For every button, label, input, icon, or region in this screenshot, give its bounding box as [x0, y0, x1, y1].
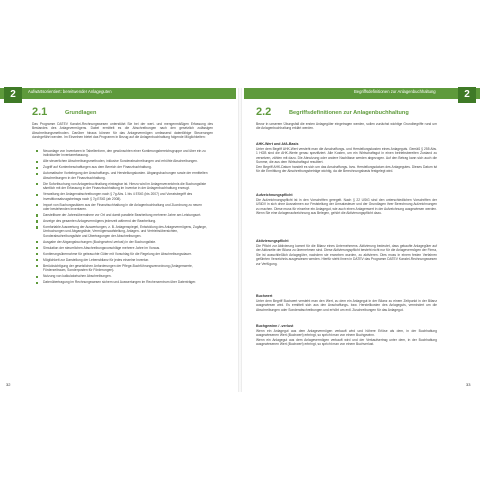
bullet-text: Anzeige des gesamten Anlagevermögens jederzeit während der Bearbeitung.: [43, 219, 157, 224]
bullet-text: Kontierungsübernahme für gebrauchte Güter mit Vorschlag für die Regelung der Abschreibungsdauer.: [43, 251, 192, 256]
block-heading: AHK-Wert und AfA-Basis: [256, 142, 299, 146]
left-page-number: 32: [6, 382, 11, 387]
right-header-band: [244, 88, 480, 99]
bullet-text: Verwaltung der Anlagenabschreibungen nach § 7g Abs. 1 bis 4 EStG (bis 2007) und Vorratsbegriff des Investitionsabzugsbetrags nach § 7g EStG (ab 2008).: [43, 192, 193, 201]
right-running-header: Begriffsdefinitionen zur Anlagenbuchhaltung: [354, 89, 436, 94]
bullet-square-icon: [36, 247, 38, 249]
right-page-number: 33: [466, 382, 471, 387]
bullet-item: [35, 258, 208, 262]
bullet-square-icon: [36, 204, 38, 206]
bullet-square-icon: [36, 167, 38, 169]
bullet-text: Neuanlage von Inventaren in Tabellenform, den gewünschten einer Kontierungsbereichsgruppe und über ein zu individueller Inventarerfassung.: [43, 149, 206, 158]
left-header-band: [0, 88, 236, 99]
block-text: Wenn ein Anlagegut aus dem Anlagevermögen verkauft wird und höhere Erlöse als dem, in der Buchhaltung ausgewiesenen Wert (Buchwert) erbringt, so spricht man von einem Buchgewinn. Wenn ein Anlagegut aus dem Anlagevermögen verkauft wird und der Verkaufsertrag unter dem, in der Buchhaltung ausgewiesenen Wert (Buchwert) erbringt, so spricht man von einem Buchverlust.: [256, 329, 437, 347]
bullet-item: [35, 264, 208, 273]
left-intro-paragraph: Das Programm DATEV Kanzlei-Rechnungswesen unterstützt Sie bei der wert- und mengenmäßigen Erfassung des Bestandes des Anlagevermögens. Dabei ermittelt es die Abschreibungen nach den gesetzlich zulässigen Abschreibungsmethoden. Darüber hinaus können für das Anlagevermögen umfassend datenfähige Steuerungen durchgeführt werden. Im Einzelnen bietet das Programm in Bezug auf die Anlagenbuchhaltung folgende Möglichkeiten:: [32, 122, 213, 140]
bullet-item: [35, 213, 208, 217]
bullet-square-icon: [36, 265, 38, 267]
right-section-number: 2.2: [256, 106, 272, 118]
bullet-text: Die Sofortbuchung von Anlagenbuchhaltung eintragbar ist. Hierzu wird im Anlagenverzeichnis die Buchungsliste sämtlich mit der Erfassung in der Finanzbuchhaltung im Inventar in der Anlagenbuchhaltung erzeugt.: [43, 181, 207, 191]
block-text: Unter dem Begriff AHK-Wert versteht man die Anschaffungs- und Herstellungskosten eines Anlageguts. Gemäß § 255 Abs. 1 HGB sind die AHK-Werte genau spezifiziert. Alle Kosten, um ein Wirtschaftsgut in einen betriebsbereiten Zustand zu versetzen, zählen mit dazu. Die Abnutzung oder andere Nachlässe werden abgezogen. Auf den Betrag kann sich auch die Summe, die aus dem Wirtschaftsgut resultiert. Den Begriff AHK-Datum handelt es sich um das Anschaffungs- bzw. Herstellungsdatum des Anlagegutes. Dieses Datum ist für die Ermittlung der Abschreibungsbeträge wichtig, da die Berechnungsbasis festgelegt wird.: [256, 147, 437, 174]
block-heading: Aktivierungspflicht: [256, 239, 289, 243]
bullet-item: [35, 274, 208, 278]
bullet-square-icon: [36, 241, 38, 243]
bullet-item: [35, 171, 208, 180]
block-heading: Aufzeichnungspflicht: [256, 193, 293, 197]
block-heading: Buchgewinn / -verlust: [256, 324, 294, 328]
bullet-item: [35, 225, 208, 238]
bullet-item: [35, 252, 208, 256]
bullet-item: [35, 192, 208, 201]
bullet-text: Simulation der steuerlichen Abschreibungsvorschläge mehrere Jahre im Voraus.: [43, 245, 161, 250]
bullet-text: Zugriff auf Kontenbeschaffungen aus dem Bereich der Finanzbuchhaltung.: [43, 165, 152, 170]
bullet-square-icon: [36, 194, 38, 196]
bullet-text: Import von Buchungssätzen aus der Finanzbuchhaltung in die Anlagenbuchhaltung und Zuordnung zu neuen oder bestehenden Inventaren.: [43, 202, 202, 212]
block-text: Die Pflicht zur Aktivierung kommt für die Bilanz eines Unternehmens. Aktivierung bedeutet, dass gekaufte Anlagegüter auf der Aktivseite der Bilanz zu übernehmen sind. Diese Aktivierungspflicht besteht nicht nur für die Anlagevermögen der Firma, Sie ist ausschließlich Anlagegüter, nachdem sie erworben wurden, zu aktivieren. Dies muss in einem festen Verfahren geführten Verzeichnis ausgewiesen werden. Hierfür steht Ihnen in DATEV das Programm DATEV Kanzlei-Rechnungswesen zur Verfügung.: [256, 244, 437, 266]
bullet-text: Automatische Vorbelegung der Anschaffungs- und Herstellungskosten. Abgangsbuchungen sowie der ermittelten Abschreibungen in der Finanzbuchhaltung.: [43, 171, 208, 180]
bullet-square-icon: [36, 150, 38, 152]
bullet-text: Berücksichtigung der gesetzlichen Anforderungen der Pflege-Buchführungsverordnung (Anlagenwerte, Förderzeitraum, Sonderposten für Förderungen).: [43, 263, 193, 273]
bullet-item: [35, 219, 208, 223]
bullet-square-icon: [36, 220, 38, 222]
bullet-item: [35, 280, 208, 284]
bullet-square-icon: [36, 226, 38, 228]
bullet-square-icon: [36, 173, 38, 175]
block-text: Unter dem Begriff Buchwert versteht man den Wert, zu dem ein Anlagegut in der Bilanz zu einem Zeitpunkt in der Bilanz ausgewiesen wird. Es ermittelt sich aus den Anschaffungs- bzw. Herstellkosten des Anlageguts, vermindert um die Abschreibungen oder Sonderabschreibungen und erhöht um evtl. Zuschreibungen für das Anlagegut.: [256, 299, 437, 312]
bullet-text: Alle steuerlichen Abschreibungsmethoden, inklusive Sonderabschreibungen und erhöhte Abschreibungen.: [43, 159, 198, 164]
bullet-item: [35, 203, 208, 212]
bullet-square-icon: [36, 282, 38, 284]
bullet-item: [35, 246, 208, 250]
bullet-square-icon: [36, 276, 38, 278]
bullet-text: Komfortable Auswertung der Auswertungen, z. B. Anlagenspiegel, Entwicklung des Anlagevermögens, Zugänge, Umbuchungen und Abgangsliste, Vermögensaufstellung, Anlagen- und Vertriebsübersichten, Sonderabschreibungsliste und Übertragungen der Abschreibungen.: [43, 225, 207, 238]
left-section-number: 2.1: [32, 106, 48, 118]
bullet-square-icon: [36, 253, 38, 255]
bullet-square-icon: [36, 214, 38, 216]
bullet-text: Möglichkeit zur Darstellung der Lebensbilanz für jedes einzelne Inventar.: [43, 257, 149, 262]
bullet-item: [35, 165, 208, 169]
left-page: [0, 88, 236, 392]
bullet-square-icon: [36, 161, 38, 163]
left-chapter-number: 2: [4, 87, 22, 103]
block-text: Die Aufzeichnungspflicht ist in den Vorschriften geregelt. Nach § 22 UStG sind den unterschiedlichen Vorschriften der UStDV in sich ohne Ausnahmen zur Feststellung der Umsatzsteuer und der Grundlagen ihrer Berechnung Aufzeichnungen zu machen. Diese muss für einzelne ein Anlagegut, wie auch einen Anlagenwert in der Aufzeichnung ausgewiesen werden. Wenn Sie eine Anlagenaufzeichnung aus Belegen, gehört die Aktivierungspflicht dazu.: [256, 198, 437, 216]
right-chapter-number: 2: [458, 87, 476, 103]
bullet-text: Nutzung von kalkulatorischen Abschreibungen.: [43, 274, 112, 279]
bullet-square-icon: [36, 259, 38, 261]
bullet-item: [35, 240, 208, 244]
left-bullet-list: [35, 149, 208, 286]
right-section-title: Begriffsdefinitionen zur Anlagenbuchhaltung: [289, 110, 409, 116]
book-gutter: [238, 88, 242, 392]
right-page: [244, 88, 480, 392]
bullet-square-icon: [36, 183, 38, 185]
right-intro-paragraph: Bevor in unserem Übungsfall die ersten Anlagegüter eingetragen werden, sollen zunächst wichtige Grundbegriffe rund um die Anlagenbuchhaltung erklärt werden.: [256, 122, 437, 131]
bullet-text: Datenübertragung im Rechnungswesen sichern und Auswertungen im Rechenzentrum über Datenträger.: [43, 280, 197, 285]
left-running-header: Aufwärtsorientiert: bereitwender Anlageguten: [28, 89, 112, 94]
bullet-text: Darstellbare der Jahresübernahme vor Ort und damit parallele Bearbeitung mehrerer Jahre am Leistungsort.: [43, 213, 202, 218]
bullet-item: [35, 159, 208, 163]
bullet-text: Ausgabe der Abgangsbuchungen (Buchgewinn/-verlust) in der Buchungsliste.: [43, 239, 157, 244]
left-section-title: Grundlagen: [65, 110, 97, 116]
bullet-item: [35, 149, 208, 158]
bullet-item: [35, 182, 208, 191]
block-heading: Buchwert: [256, 294, 273, 298]
